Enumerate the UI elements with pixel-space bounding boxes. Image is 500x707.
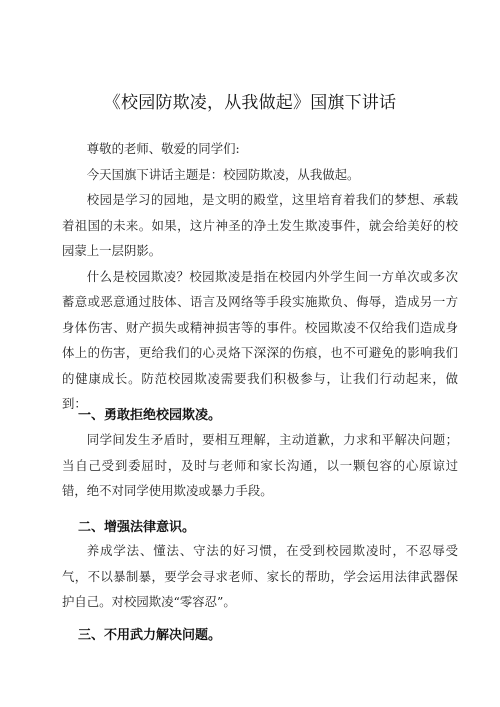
intro-paragraph: 今天国旗下讲话主题是：校园防欺凌，从我做起。 xyxy=(86,166,360,182)
section2-heading: 二、增强法律意识。 xyxy=(78,520,196,535)
section1-paragraph: 同学间发生矛盾时，要相互理解，主动道歉，力求和平解决问题；当自己受到委屈时，及时与老师和家长沟通，以一颗包容的心原谅过错，绝不对同学使用欺凌或暴力手段。 xyxy=(62,432,458,498)
greeting-block xyxy=(62,136,458,417)
section1-block xyxy=(62,427,458,504)
section3-heading: 三、不用武力解决问题。 xyxy=(78,628,222,643)
paragraph-school: 校园是学习的园地，是文明的殿堂，这里培育着我们的梦想、承载着祖国的未来。如果，这片神圣的净土发生欺凌事件，就会给美好的校园蒙上一层阴影。 xyxy=(62,192,458,258)
greeting: 尊敬的老师、敬爱的同学们: xyxy=(86,141,240,156)
section1-heading: 一、勇敢拒绝校园欺凌。 xyxy=(78,408,222,423)
page-title: 《校园防欺凌，从我做起》国旗下讲话 xyxy=(103,93,397,113)
paragraph-definition: 什么是校园欺凌？校园欺凌是指在校园内外学生间一方单次或多次蓄意或恶意通过肢体、语言及网络等手段实施欺负、侮辱，造成另一方身体伤害、财产损失或精神损害等的事件。校园欺凌不仅给我们造成身体上的伤害，更给我们的心灵烙下深深的伤痕，也不可避免的影响我们的健康成长。防范校园欺凌需要我们积极参与，让我们行动起来，做到： xyxy=(62,268,458,411)
section2-paragraph: 养成学法、懂法、守法的好习惯，在受到校园欺凌时，不忍辱受气，不以暴制暴，要学会寻求老师、家长的帮助，学会运用法律武器保护自己。对校园欺凌“零容忍”。 xyxy=(62,543,458,609)
section2-block xyxy=(62,538,458,615)
